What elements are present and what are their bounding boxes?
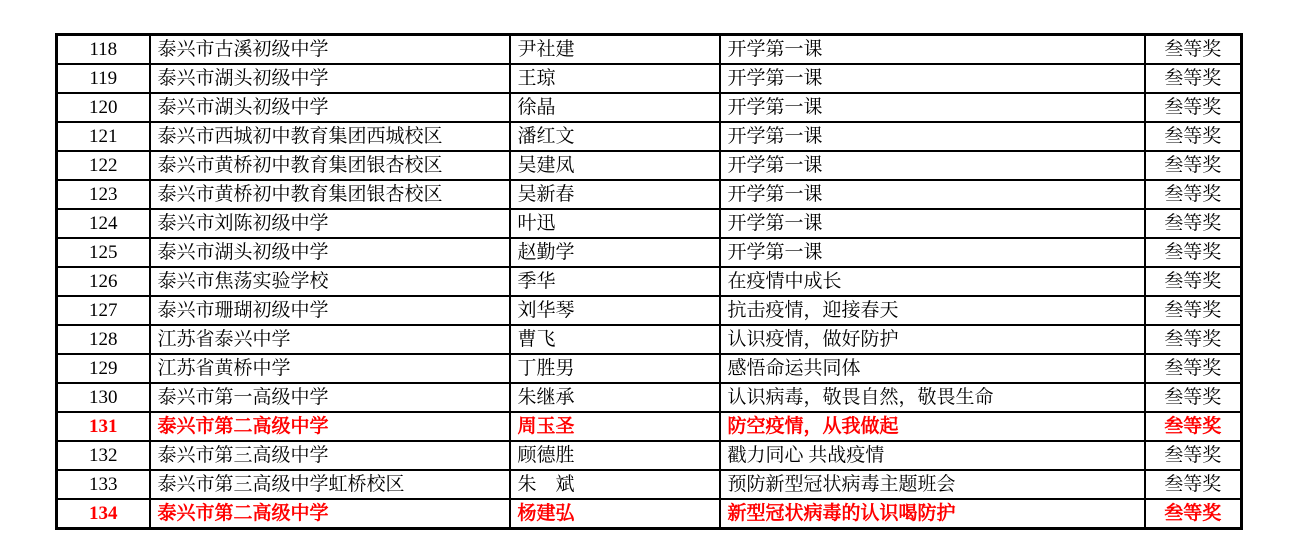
row-number-cell: 124 [57, 209, 150, 238]
award-cell: 叁等奖 [1145, 296, 1242, 325]
entry-title-cell: 开学第一课 [720, 64, 1145, 93]
award-cell: 叁等奖 [1145, 238, 1242, 267]
person-name-cell: 周玉圣 [510, 412, 720, 441]
table-row [57, 354, 1242, 383]
award-cell: 叁等奖 [1145, 35, 1242, 65]
award-cell: 叁等奖 [1145, 93, 1242, 122]
entry-title-cell: 感悟命运共同体 [720, 354, 1145, 383]
award-cell: 叁等奖 [1145, 267, 1242, 296]
entry-title-cell: 抗击疫情，迎接春天 [720, 296, 1145, 325]
person-name-cell: 徐晶 [510, 93, 720, 122]
awards-table-body [57, 35, 1242, 529]
table-row [57, 383, 1242, 412]
entry-title-cell: 防空疫情，从我做起 [720, 412, 1145, 441]
person-name-cell: 朱 斌 [510, 470, 720, 499]
table-row [57, 412, 1242, 441]
row-number-cell: 126 [57, 267, 150, 296]
person-name-cell: 吴新春 [510, 180, 720, 209]
row-number-cell: 130 [57, 383, 150, 412]
table-row [57, 35, 1242, 65]
school-cell: 泰兴市第二高级中学 [150, 412, 510, 441]
school-cell: 泰兴市黄桥初中教育集团银杏校区 [150, 180, 510, 209]
table-row [57, 180, 1242, 209]
entry-title-cell: 开学第一课 [720, 151, 1145, 180]
row-number-cell: 133 [57, 470, 150, 499]
row-number-cell: 132 [57, 441, 150, 470]
table-row [57, 122, 1242, 151]
entry-title-cell: 认识疫情，做好防护 [720, 325, 1145, 354]
row-number-cell: 123 [57, 180, 150, 209]
school-cell: 泰兴市焦荡实验学校 [150, 267, 510, 296]
person-name-cell: 吴建凤 [510, 151, 720, 180]
person-name-cell: 叶迅 [510, 209, 720, 238]
entry-title-cell: 预防新型冠状病毒主题班会 [720, 470, 1145, 499]
award-cell: 叁等奖 [1145, 180, 1242, 209]
award-cell: 叁等奖 [1145, 354, 1242, 383]
school-cell: 泰兴市西城初中教育集团西城校区 [150, 122, 510, 151]
row-number-cell: 119 [57, 64, 150, 93]
school-cell: 泰兴市第二高级中学 [150, 499, 510, 529]
award-cell: 叁等奖 [1145, 325, 1242, 354]
row-number-cell: 129 [57, 354, 150, 383]
table-row [57, 470, 1242, 499]
person-name-cell: 潘红文 [510, 122, 720, 151]
award-cell: 叁等奖 [1145, 499, 1242, 529]
entry-title-cell: 开学第一课 [720, 93, 1145, 122]
entry-title-cell: 新型冠状病毒的认识喝防护 [720, 499, 1145, 529]
person-name-cell: 刘华琴 [510, 296, 720, 325]
person-name-cell: 顾德胜 [510, 441, 720, 470]
award-cell: 叁等奖 [1145, 122, 1242, 151]
row-number-cell: 127 [57, 296, 150, 325]
row-number-cell: 120 [57, 93, 150, 122]
row-number-cell: 131 [57, 412, 150, 441]
row-number-cell: 134 [57, 499, 150, 529]
person-name-cell: 曹飞 [510, 325, 720, 354]
table-row [57, 325, 1242, 354]
school-cell: 泰兴市湖头初级中学 [150, 238, 510, 267]
person-name-cell: 朱继承 [510, 383, 720, 412]
award-cell: 叁等奖 [1145, 383, 1242, 412]
school-cell: 泰兴市湖头初级中学 [150, 93, 510, 122]
school-cell: 泰兴市湖头初级中学 [150, 64, 510, 93]
award-cell: 叁等奖 [1145, 470, 1242, 499]
person-name-cell: 季华 [510, 267, 720, 296]
school-cell: 泰兴市第三高级中学虹桥校区 [150, 470, 510, 499]
person-name-cell: 尹社建 [510, 35, 720, 65]
school-cell: 泰兴市第三高级中学 [150, 441, 510, 470]
awards-table [55, 33, 1243, 530]
row-number-cell: 122 [57, 151, 150, 180]
entry-title-cell: 在疫情中成长 [720, 267, 1145, 296]
school-cell: 泰兴市古溪初级中学 [150, 35, 510, 65]
entry-title-cell: 开学第一课 [720, 122, 1145, 151]
school-cell: 泰兴市刘陈初级中学 [150, 209, 510, 238]
person-name-cell: 丁胜男 [510, 354, 720, 383]
school-cell: 泰兴市第一高级中学 [150, 383, 510, 412]
table-row [57, 238, 1242, 267]
table-row [57, 441, 1242, 470]
award-cell: 叁等奖 [1145, 209, 1242, 238]
table-row [57, 296, 1242, 325]
row-number-cell: 118 [57, 35, 150, 65]
person-name-cell: 杨建弘 [510, 499, 720, 529]
entry-title-cell: 开学第一课 [720, 209, 1145, 238]
person-name-cell: 王琼 [510, 64, 720, 93]
school-cell: 江苏省黄桥中学 [150, 354, 510, 383]
table-row [57, 151, 1242, 180]
person-name-cell: 赵勤学 [510, 238, 720, 267]
award-cell: 叁等奖 [1145, 64, 1242, 93]
entry-title-cell: 开学第一课 [720, 180, 1145, 209]
row-number-cell: 125 [57, 238, 150, 267]
entry-title-cell: 开学第一课 [720, 238, 1145, 267]
entry-title-cell: 认识病毒，敬畏自然，敬畏生命 [720, 383, 1145, 412]
entry-title-cell: 戳力同心 共战疫情 [720, 441, 1145, 470]
row-number-cell: 128 [57, 325, 150, 354]
table-row [57, 267, 1242, 296]
award-cell: 叁等奖 [1145, 441, 1242, 470]
school-cell: 泰兴市珊瑚初级中学 [150, 296, 510, 325]
school-cell: 江苏省泰兴中学 [150, 325, 510, 354]
school-cell: 泰兴市黄桥初中教育集团银杏校区 [150, 151, 510, 180]
award-cell: 叁等奖 [1145, 151, 1242, 180]
award-cell: 叁等奖 [1145, 412, 1242, 441]
table-row [57, 499, 1242, 529]
table-row [57, 93, 1242, 122]
entry-title-cell: 开学第一课 [720, 35, 1145, 65]
table-row [57, 64, 1242, 93]
row-number-cell: 121 [57, 122, 150, 151]
table-row [57, 209, 1242, 238]
